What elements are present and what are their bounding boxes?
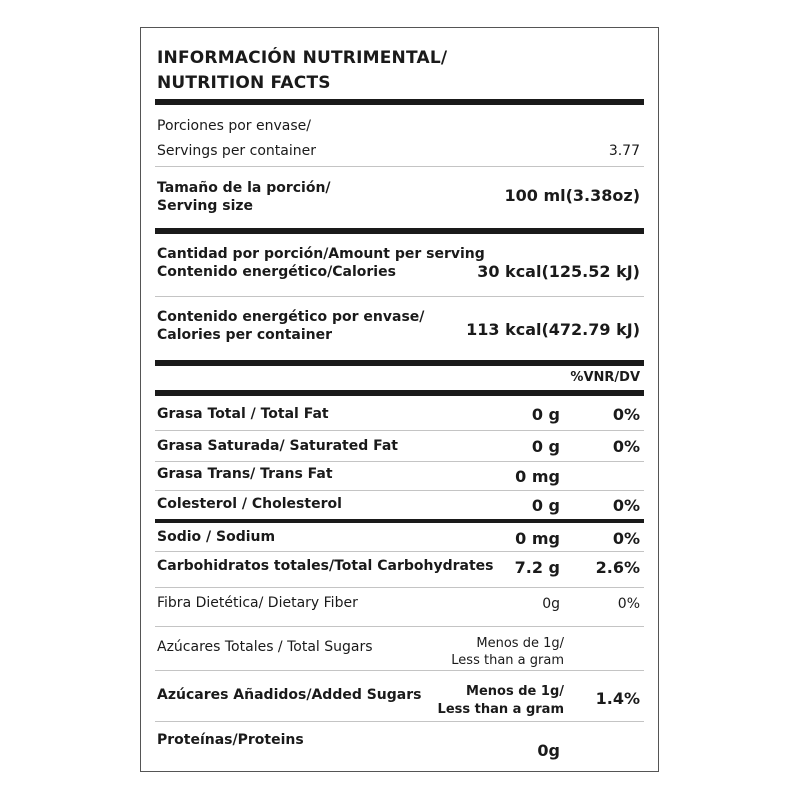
- divider: [155, 721, 644, 722]
- nutrient-amount: 7.2 g: [514, 558, 560, 577]
- nutrient-dv: 0%: [612, 496, 640, 515]
- nutrient-label: Colesterol / Cholesterol: [157, 496, 342, 512]
- nutrient-dv: 0%: [612, 437, 640, 456]
- container-calories-label-es: Contenido energético por envase/: [157, 309, 425, 325]
- divider: [155, 490, 644, 491]
- title-english: NUTRITION FACTS: [157, 73, 331, 93]
- section-rule: [155, 519, 644, 523]
- nutrient-label: Carbohidratos totales/Total Carbohydrates: [157, 558, 494, 574]
- nutrient-label: Grasa Saturada/ Saturated Fat: [157, 438, 399, 454]
- nutrient-amount-line2: Less than a gram: [451, 653, 564, 668]
- nutrient-amount: 0 mg: [515, 467, 560, 486]
- calories-rule: [155, 360, 644, 366]
- container-calories-value: 113 kcal(472.79 kJ): [466, 320, 640, 339]
- nutrient-label: Proteínas/Proteins: [157, 732, 304, 748]
- nutrient-label: Grasa Trans/ Trans Fat: [157, 466, 333, 482]
- nutrient-dv: 1.4%: [595, 689, 640, 708]
- title-rule: [155, 99, 644, 105]
- nutrient-amount: 0g: [537, 741, 560, 760]
- nutrient-amount: 0g: [542, 596, 560, 612]
- servings-label-es: Porciones por envase/: [157, 118, 311, 134]
- divider: [155, 461, 644, 462]
- serving-size-value: 100 ml(3.38oz): [504, 186, 640, 205]
- nutrient-label: Azúcares Totales / Total Sugars: [157, 639, 373, 655]
- nutrient-dv: 0%: [612, 529, 640, 548]
- divider: [155, 670, 644, 671]
- divider: [155, 296, 644, 297]
- calories-value: 30 kcal(125.52 kJ): [477, 262, 640, 281]
- title-spanish: INFORMACIÓN NUTRIMENTAL/: [157, 48, 448, 68]
- serving-size-rule: [155, 228, 644, 234]
- divider: [155, 626, 644, 627]
- per-serving-header: Cantidad por porción/Amount per serving: [157, 246, 485, 262]
- nutrient-amount-line2: Less than a gram: [437, 702, 564, 717]
- nutrient-label: Fibra Dietética/ Dietary Fiber: [157, 595, 358, 611]
- nutrient-label: Azúcares Añadidos/Added Sugars: [157, 687, 422, 703]
- nutrient-dv: 0%: [617, 596, 640, 612]
- calories-label: Contenido energético/Calories: [157, 264, 396, 280]
- nutrient-amount: 0 g: [531, 437, 560, 456]
- serving-size-label-en: Serving size: [157, 198, 254, 214]
- nutrient-amount-line1: Menos de 1g/: [466, 684, 564, 699]
- divider: [155, 430, 644, 431]
- nutrient-label: Sodio / Sodium: [157, 529, 276, 545]
- nutrient-dv: 0%: [612, 405, 640, 424]
- servings-label-en: Servings per container: [157, 143, 316, 159]
- dv-header: %VNR/DV: [570, 370, 640, 385]
- container-calories-label-en: Calories per container: [157, 327, 333, 343]
- nutrition-facts-label: [140, 27, 659, 772]
- nutrient-amount: 0 g: [531, 496, 560, 515]
- dv-header-rule: [155, 390, 644, 396]
- nutrient-amount: 0 g: [531, 405, 560, 424]
- nutrient-label: Grasa Total / Total Fat: [157, 406, 329, 422]
- divider: [155, 587, 644, 588]
- nutrient-amount-line1: Menos de 1g/: [476, 636, 564, 651]
- servings-value: 3.77: [608, 143, 640, 159]
- divider: [155, 166, 644, 167]
- nutrient-amount: 0 mg: [515, 529, 560, 548]
- divider: [155, 551, 644, 552]
- serving-size-label-es: Tamaño de la porción/: [157, 180, 331, 196]
- nutrient-dv: 2.6%: [595, 558, 640, 577]
